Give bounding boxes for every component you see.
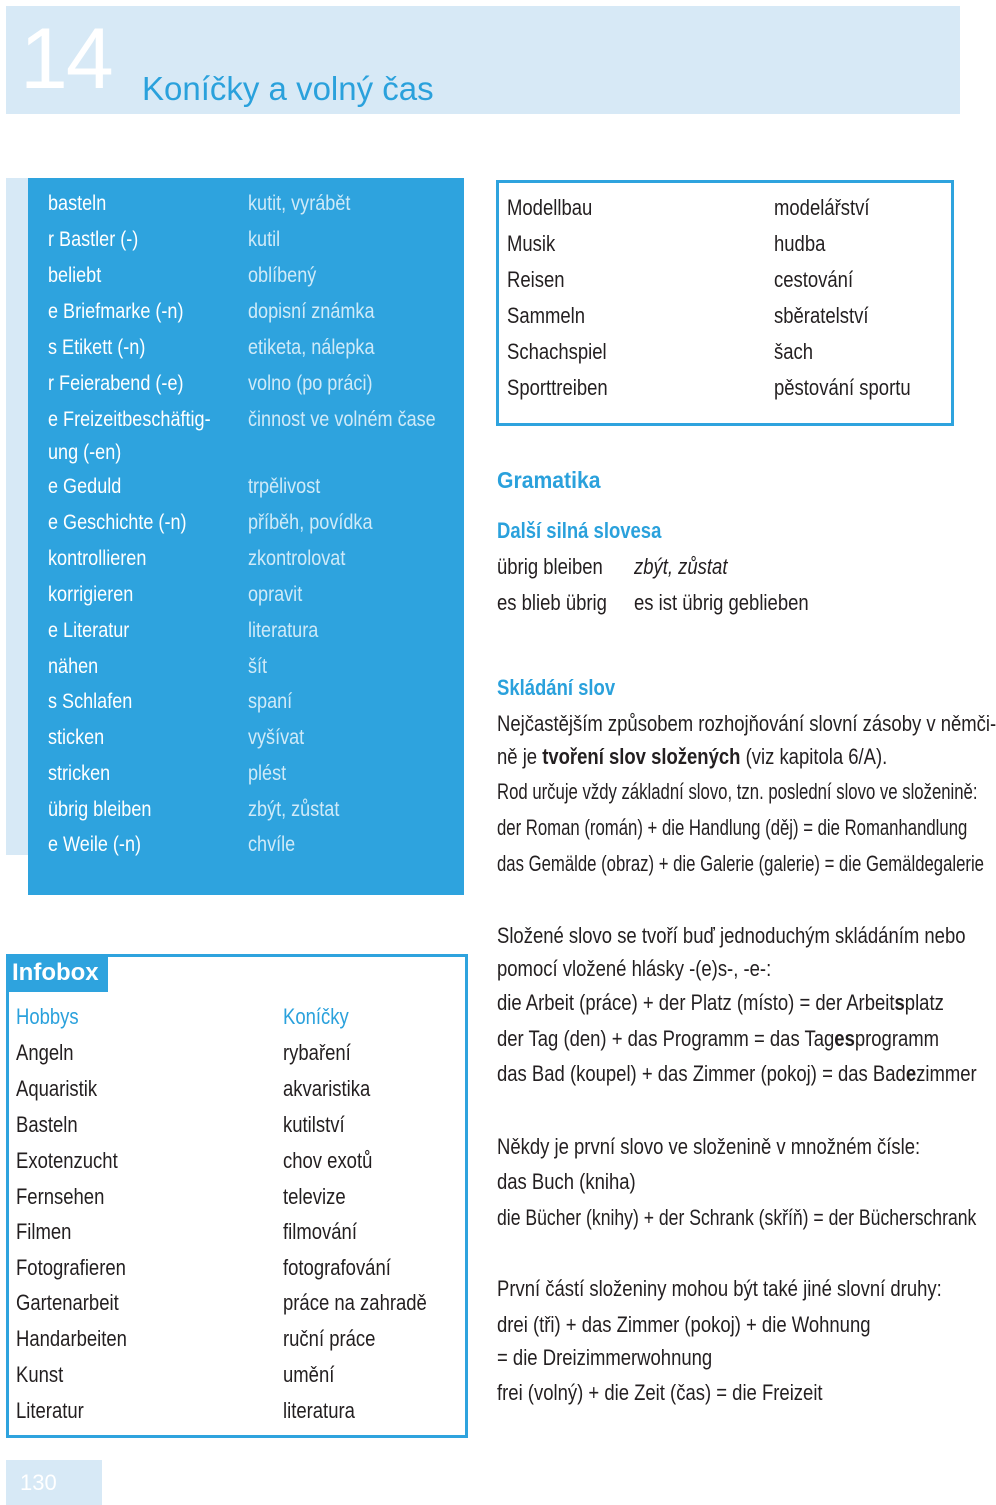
hobby-de: Modellbau xyxy=(507,195,593,220)
infobox-cz: filmování xyxy=(283,1219,357,1244)
compounds-text: ně je tvoření slov složených (viz kapitola 6/A). xyxy=(497,744,888,769)
hobby-de: Reisen xyxy=(507,267,565,292)
compounds-example: der Roman (román) + die Handlung (děj) = die Romanhandlung xyxy=(497,815,968,840)
vocab-de: e Literatur xyxy=(48,619,130,642)
infobox-col-de-head: Hobbys xyxy=(16,1004,79,1029)
vocab-cz: etiketa, nálepka xyxy=(248,336,375,359)
vocab-de: ung (-en) xyxy=(48,441,122,464)
verb-cz: zbýt, zůstat xyxy=(634,554,728,579)
vocab-cz: kutil xyxy=(248,228,281,251)
vocab-de: s Schlafen xyxy=(48,690,133,713)
compounds-example: das Gemälde (obraz) + die Galerie (galerie) = die Gemäldegalerie xyxy=(497,851,984,876)
vocab-cz: dopisní známka xyxy=(248,300,375,323)
vocab-cz: opravit xyxy=(248,583,303,606)
other-example: = die Dreizimmerwohnung xyxy=(497,1345,713,1370)
infobox-cz: fotografování xyxy=(283,1255,391,1280)
joiner-text: pomocí vložené hlásky -(e)s-, -e-: xyxy=(497,956,772,981)
infobox-tab: Infobox xyxy=(6,954,108,992)
infobox-cz: literatura xyxy=(283,1398,355,1423)
vocab-de: stricken xyxy=(48,762,111,785)
strong-verbs-heading: Další silná slovesa xyxy=(497,518,662,543)
infobox-de: Filmen xyxy=(16,1219,72,1244)
joiner-text: Složené slovo se tvoří buď jednoduchým skládáním nebo xyxy=(497,923,966,948)
vocab-cz: šít xyxy=(248,655,268,678)
vocab-de: beliebt xyxy=(48,264,102,287)
joiner-example: die Arbeit (práce) + der Platz (místo) = der Arbeitsplatz xyxy=(497,990,944,1015)
hobby-cz: sběratelství xyxy=(774,303,869,328)
infobox-de: Aquaristik xyxy=(16,1076,98,1101)
verb-de: es blieb übrig xyxy=(497,590,607,615)
grammar-heading: Gramatika xyxy=(497,467,601,493)
vocab-cz: chvíle xyxy=(248,833,296,856)
infobox-de: Fernsehen xyxy=(16,1184,105,1209)
vocab-de: nähen xyxy=(48,655,99,678)
hobby-de: Sammeln xyxy=(507,303,586,328)
infobox-de: Handarbeiten xyxy=(16,1326,127,1351)
vocab-cz: literatura xyxy=(248,619,319,642)
compounds-text: Nejčastějším způsobem rozhojňování slovní zásoby v němči- xyxy=(497,711,996,736)
infobox-de: Exotenzucht xyxy=(16,1148,118,1173)
chapter-title: Koníčky a volný čas xyxy=(142,70,434,107)
hobby-de: Musik xyxy=(507,231,556,256)
infobox-cz: chov exotů xyxy=(283,1148,373,1173)
joiner-example: der Tag (den) + das Programm = das Tagesprogramm xyxy=(497,1026,940,1051)
infobox-de: Kunst xyxy=(16,1362,64,1387)
other-text: První částí složeniny mohou být také jiné slovní druhy: xyxy=(497,1276,942,1301)
infobox-cz: ruční práce xyxy=(283,1326,376,1351)
infobox-col-cz-head: Koníčky xyxy=(283,1004,349,1029)
plural-text: Někdy je první slovo ve složenině v množném čísle: xyxy=(497,1134,921,1159)
vocab-cz: trpělivost xyxy=(248,475,321,498)
vocab-de: e Geduld xyxy=(48,475,122,498)
hobby-de: Sporttreiben xyxy=(507,375,608,400)
infobox-de: Angeln xyxy=(16,1040,74,1065)
vocab-de: übrig bleiben xyxy=(48,798,152,821)
plural-example: die Bücher (knihy) + der Schrank (skříň) = der Bücherschrank xyxy=(497,1205,977,1230)
infobox-cz: televize xyxy=(283,1184,346,1209)
infobox-cz: rybaření xyxy=(283,1040,351,1065)
vocab-cz: činnost ve volném čase xyxy=(248,408,436,431)
vocab-box-edge xyxy=(6,178,28,855)
compounds-text: Rod určuje vždy základní slovo, tzn. poslední slovo ve složenině: xyxy=(497,779,978,804)
vocab-de: r Feierabend (-e) xyxy=(48,372,184,395)
hobby-cz: hudba xyxy=(774,231,826,256)
infobox-de: Fotografieren xyxy=(16,1255,126,1280)
vocab-cz: zbýt, zůstat xyxy=(248,798,340,821)
hobby-cz: pěstování sportu xyxy=(774,375,911,400)
vocab-cz: volno (po práci) xyxy=(248,372,373,395)
vocab-de: basteln xyxy=(48,192,107,215)
plural-example: das Buch (kniha) xyxy=(497,1169,636,1194)
infobox-de: Literatur xyxy=(16,1398,84,1423)
vocab-cz: zkontrolovat xyxy=(248,547,346,570)
vocab-de: sticken xyxy=(48,726,105,749)
page-number: 130 xyxy=(20,1470,57,1495)
other-example: frei (volný) + die Zeit (čas) = die Freizeit xyxy=(497,1380,823,1405)
vocab-cz: příběh, povídka xyxy=(248,511,373,534)
infobox-cz: práce na zahradě xyxy=(283,1290,427,1315)
vocab-de: e Freizeitbeschäftig- xyxy=(48,408,211,431)
vocab-de: kontrollieren xyxy=(48,547,147,570)
infobox-cz: kutilství xyxy=(283,1112,345,1137)
hobby-de: Schachspiel xyxy=(507,339,607,364)
verb-de: übrig bleiben xyxy=(497,554,603,579)
compounds-heading: Skládání slov xyxy=(497,675,616,700)
infobox-cz: umění xyxy=(283,1362,335,1387)
hobby-cz: modelářství xyxy=(774,195,870,220)
other-example: drei (tři) + das Zimmer (pokoj) + die Wohnung xyxy=(497,1312,871,1337)
verb-cz: es ist übrig geblieben xyxy=(634,590,809,615)
vocab-de: r Bastler (-) xyxy=(48,228,139,251)
vocab-cz: plést xyxy=(248,762,287,785)
vocab-de: s Etikett (-n) xyxy=(48,336,146,359)
infobox-de: Basteln xyxy=(16,1112,78,1137)
joiner-example: das Bad (koupel) + das Zimmer (pokoj) = das Badezimmer xyxy=(497,1061,977,1086)
infobox-cz: akvaristika xyxy=(283,1076,371,1101)
vocab-cz: spaní xyxy=(248,690,293,713)
vocab-cz: vyšívat xyxy=(248,726,305,749)
vocab-de: e Geschichte (-n) xyxy=(48,511,187,534)
infobox-de: Gartenarbeit xyxy=(16,1290,119,1315)
vocab-de: e Briefmarke (-n) xyxy=(48,300,184,323)
chapter-number: 14 xyxy=(20,11,112,107)
vocab-cz: oblíbený xyxy=(248,264,317,287)
hobby-cz: šach xyxy=(774,339,814,364)
vocab-de: e Weile (-n) xyxy=(48,833,142,856)
vocab-cz: kutit, vyrábět xyxy=(248,192,351,215)
hobby-cz: cestování xyxy=(774,267,854,292)
vocab-de: korrigieren xyxy=(48,583,134,606)
